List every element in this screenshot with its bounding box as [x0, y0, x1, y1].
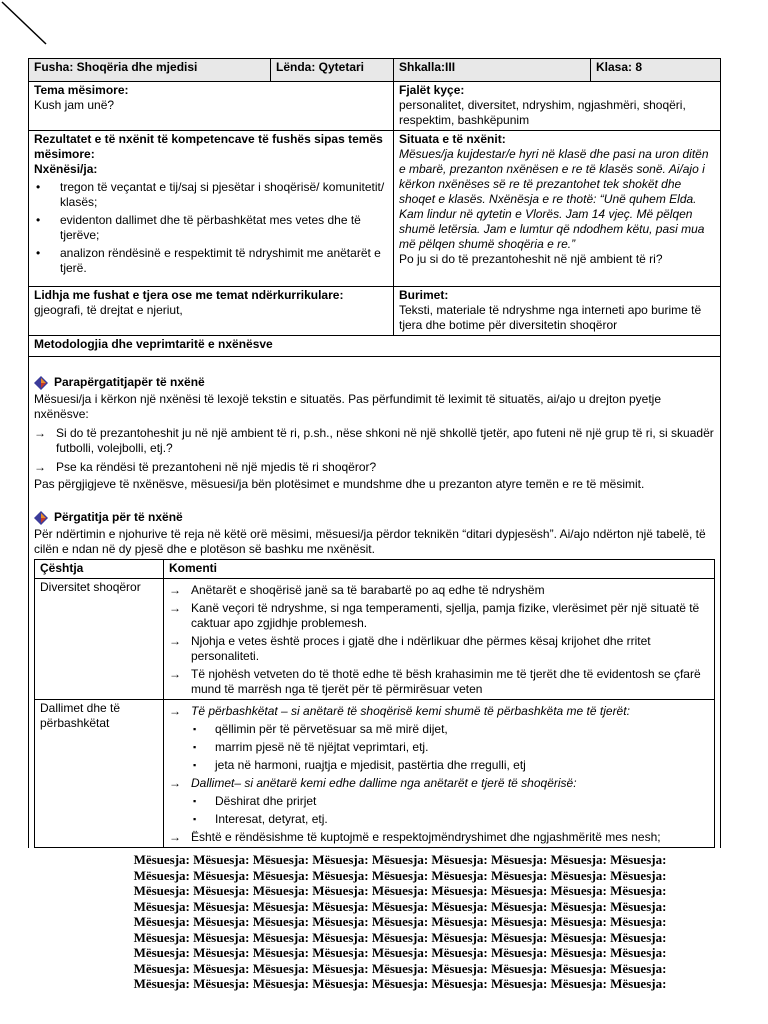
list-item: ▪ qëllimin për të përvetësuar sa më mirë dijet, [193, 722, 448, 736]
comment-item: → Të njohësh vetveten do të thotë edhe të bësh krahasimin me të tjerët dhe të evidentosh se çfarë mund të marrësh nga të tjerët për të përmirësuar veten [169, 667, 701, 696]
issue-cell: Diversitet shoqëror [35, 579, 164, 700]
links-cell [29, 287, 394, 336]
situation-cell [394, 131, 721, 287]
situation-question: Po ju si do të prezantoheshit në një ambient të ri? [399, 252, 663, 266]
activities-row [29, 357, 721, 849]
links-row [29, 287, 721, 336]
resources-label: Burimet: [399, 288, 449, 302]
arrow-right-icon: → [169, 776, 181, 790]
signature-line: Mësuesja: Mësuesja: Mësuesja: Mësuesja: Mësuesja: Mësuesja: Mësuesja: Mësuesja: Mësuesja: [133, 867, 667, 883]
methodology-cell [29, 336, 721, 357]
two-part-diary-table [34, 559, 715, 848]
resources-value: Teksti, materiale të ndryshme nga interneti apo burime të tjera dhe botime për diversitetin shoqëror [399, 303, 702, 332]
preparation-after: Pas përgjigjeve të nxënësve, mësuesi/ja bën plotësimet e mundshme dhe u prezanton atyre temën e re të mësimit. [34, 477, 645, 491]
signature-line: Mësuesja: Mësuesja: Mësuesja: Mësuesja: Mësuesja: Mësuesja: Mësuesja: Mësuesja: Mësuesja: [133, 976, 667, 991]
learning-section-title: Përgatitja për të nxënë [34, 510, 715, 525]
header-row [29, 59, 721, 82]
outcomes-sublabel: Nxënësi/ja: [34, 162, 98, 176]
square-bullet-icon: ▪ [193, 760, 197, 770]
signature-line: Mësuesja: Mësuesja: Mësuesja: Mësuesja: Mësuesja: Mësuesja: Mësuesja: Mësuesja: Mësuesja: [133, 945, 667, 960]
preparation-section-title: Parapërgatitjapër të nxënë [34, 375, 715, 390]
signature-line: Mësuesja: Mësuesja: Mësuesja: Mësuesja: Mësuesja: Mësuesja: Mësuesja: Mësuesja: Mësuesja: [133, 960, 667, 976]
outcomes-cell [29, 131, 394, 287]
lesson-plan [28, 58, 720, 848]
comment-cell [164, 579, 715, 700]
arrow-right-icon: → [34, 426, 46, 440]
diamond-icon [34, 511, 48, 525]
comment-item: → Anëtarët e shoqërisë janë sa të barabartë po aq edhe të ndryshëm [169, 583, 545, 597]
diary-header-row [35, 560, 715, 579]
lesson-plan-table [28, 58, 721, 848]
square-bullet-icon: ▪ [193, 742, 197, 752]
signature-line: Mësuesja: Mësuesja: Mësuesja: Mësuesja: Mësuesja: Mësuesja: Mësuesja: Mësuesja: Mësuesja: [133, 929, 667, 945]
comment-item: → Kanë veçori të ndryshme, si nga temperamenti, sjellja, pamja fizike, vlerësimet për një situatë të caktuar apo zgjidhje problemesh. [169, 601, 700, 630]
keywords-value: personalitet, diversitet, ndryshim, ngjashmëri, shoqëri, respektim, bashkëpunim [399, 98, 686, 127]
keywords-label: Fjalët kyçe: [399, 83, 465, 97]
situation-text: Mësues/ja kujdestar/e hyri në klasë dhe pasi na uron ditën e mbarë, prezanton nxënësen e re të klasës sonë. Ai/ajo i kërkon nxënëses së re të prezantohet tek shokët dhe shoqet e klasës. Nxënësja e re thotë: “Unë quhem Elda. Kam lindur në qytetin e Vlorës. Jam 14 vjeç. Më pëlqen shumë letërsia. Jam e lumtur që ndodhem këtu, pasi mua më pëlqen shumë shoqëria e re.” [399, 147, 709, 251]
question-item: → Si do të prezantoheshit ju në një ambient të ri, p.sh., nëse shkoni në një shkollë tjetër, apo futeni në një grup të ri, si skuadër futbolli, volejbolli, etj.? [34, 426, 714, 455]
square-bullet-icon: ▪ [193, 814, 197, 824]
level-cell: Shkalla:III [394, 59, 591, 82]
comment-header: Komenti [164, 560, 715, 579]
arrow-right-icon: → [169, 583, 181, 597]
list-item: ▪ jeta në harmoni, ruajtja e mjedisit, pastërtia dhe rregulli, etj [193, 758, 526, 772]
list-item: ▪ Dëshirat dhe prirjet [193, 794, 317, 808]
bullet-icon: • [36, 213, 41, 227]
bullet-icon: • [36, 180, 41, 194]
comment-item: → Dallimet– si anëtarë kemi edhe dallime nga anëtarët e tjerë të shoqërisë: [169, 776, 577, 790]
topic-cell [29, 82, 394, 131]
diagonal-line-mark [0, 0, 60, 50]
outcome-item: • evidenton dallimet dhe të përbashkëtat mes vetes dhe të tjerëve; [36, 213, 361, 242]
square-bullet-icon: ▪ [193, 724, 197, 734]
resources-cell [394, 287, 721, 336]
comment-item: → Njohja e vetes është proces i gjatë dhe i ndërlikuar dhe përmes kësaj krijohet dhe rritet personaliteti. [169, 634, 651, 663]
square-bullet-icon: ▪ [193, 796, 197, 806]
outcome-item: • analizon rëndësinë e respektimit të ndryshimit me anëtarët e tjerë. [36, 246, 381, 275]
situation-label: Situata e të nxënit: [399, 132, 506, 146]
links-label: Lidhja me fushat e tjera ose me temat ndërkurrikulare: [34, 288, 344, 302]
keywords-cell [394, 82, 721, 131]
field-cell: Fusha: Shoqëria dhe mjedisi [29, 59, 271, 82]
topic-value: Kush jam unë? [34, 98, 115, 112]
signature-line: Mësuesja: Mësuesja: Mësuesja: Mësuesja: Mësuesja: Mësuesja: Mësuesja: Mësuesja: Mësuesja: [133, 852, 667, 867]
topic-row [29, 82, 721, 131]
arrow-right-icon: → [169, 601, 181, 615]
links-value: gjeografi, të drejtat e njeriut, [34, 303, 183, 317]
signature-line: Mësuesja: Mësuesja: Mësuesja: Mësuesja: Mësuesja: Mësuesja: Mësuesja: Mësuesja: Mësuesja: [133, 914, 667, 929]
list-item: ▪ Interesat, detyrat, etj. [193, 812, 328, 826]
diamond-icon [34, 376, 48, 390]
arrow-right-icon: → [169, 634, 181, 648]
issue-header: Çështja [35, 560, 164, 579]
arrow-right-icon: → [169, 667, 181, 681]
list-item: ▪ marrim pjesë në të njëjtat veprimtari, etj. [193, 740, 429, 754]
outcomes-label: Rezultatet e të nxënit të kompetencave të fushës sipas temës mësimore: [34, 132, 383, 161]
comment-item: → Është e rëndësishme të kuptojmë e respektojmëndryshimet dhe ngjashmëritë mes nesh; [169, 830, 661, 844]
teacher-signature-block [100, 852, 700, 992]
comment-cell [164, 700, 715, 848]
table-row [35, 700, 715, 848]
subject-cell: Lënda: Qytetari [271, 59, 394, 82]
activities-cell [29, 357, 721, 849]
topic-label: Tema mësimore: [34, 83, 129, 97]
outcome-item: • tregon të veçantat e tij/saj si pjesëtar i shoqërisë/ komunitetit/ klasës; [36, 180, 385, 209]
bullet-icon: • [36, 246, 41, 260]
preparation-intro: Mësuesi/ja i kërkon një nxënësi të lexojë tekstin e situatës. Pas përfundimit të leximit të situatës, ai/ajo u drejton pyetje nxënësve: [34, 392, 661, 421]
methodology-row [29, 336, 721, 357]
arrow-right-icon: → [34, 460, 46, 474]
arrow-right-icon: → [169, 704, 181, 718]
methodology-label: Metodologjia dhe veprimtaritë e nxënësve [34, 337, 273, 351]
table-row [35, 579, 715, 700]
comment-item: → Të përbashkëtat – si anëtarë të shoqërisë kemi shumë të përbashkëta me të tjerët: [169, 704, 630, 718]
outcomes-row [29, 131, 721, 287]
signature-line: Mësuesja: Mësuesja: Mësuesja: Mësuesja: Mësuesja: Mësuesja: Mësuesja: Mësuesja: Mësuesja: [133, 883, 667, 898]
grade-cell: Klasa: 8 [591, 59, 721, 82]
question-item: → Pse ka rëndësi të prezantoheni në një mjedis të ri shoqëror? [34, 460, 377, 474]
arrow-right-icon: → [169, 830, 181, 844]
issue-cell: Dallimet dhe të përbashkëtat [35, 700, 164, 848]
signature-line: Mësuesja: Mësuesja: Mësuesja: Mësuesja: Mësuesja: Mësuesja: Mësuesja: Mësuesja: Mësuesja: [133, 898, 667, 914]
learning-intro: Për ndërtimin e njohurive të reja në këtë orë mësimi, mësuesi/ja përdor teknikën “ditari dypjesësh”. Ai/ajo ndërton një tabelë, të cilën e ndan në dy pjesë dhe e plotëson së bashku me nxënësit. [34, 527, 706, 556]
